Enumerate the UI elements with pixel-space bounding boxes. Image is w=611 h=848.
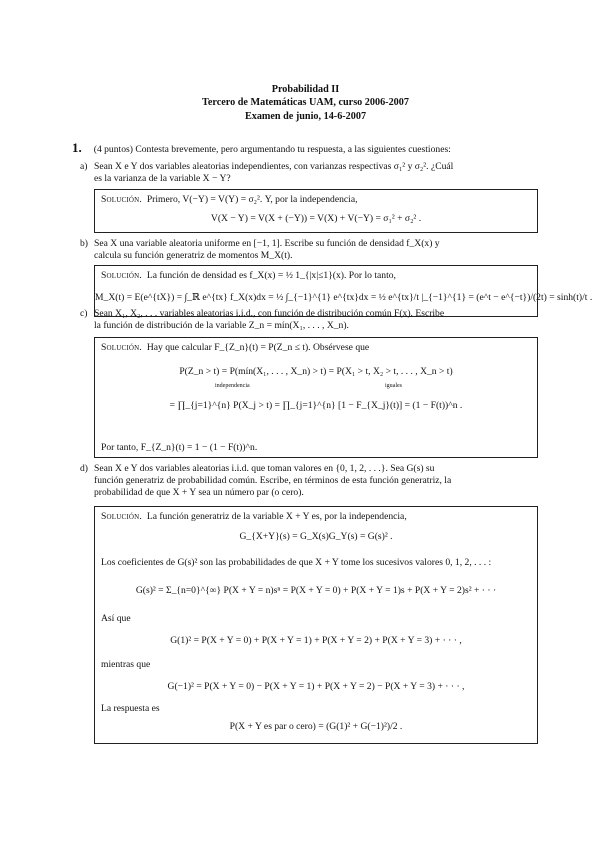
- solution-d-respuesta: La respuesta es: [101, 703, 160, 714]
- part-b: [80, 238, 540, 262]
- solution-d-equation-2: G(s)² = Σ_{n=0}^{∞} P(X + Y = n)sⁿ = P(X + Y = 0) + P(X + Y = 1)s + P(X + Y = 2)s² + · · ·: [135, 585, 497, 596]
- solution-d-equation-5: P(X + Y es par o cero) = (G(1)² + G(−1)²)/2 .: [229, 721, 403, 732]
- part-d: [80, 463, 540, 499]
- exam-course: Tercero de Matemáticas UAM, curso 2006-2007: [202, 97, 409, 109]
- note-iguales: iguales: [385, 383, 402, 389]
- solution-d-label: Solución.: [101, 511, 143, 522]
- solution-c-equation-2: = ∏_{j=1}^{n} P(X_j > t) = ∏_{j=1}^{n} [1 − F_{X_j}(t)] = (1 − F(t))^n .: [169, 400, 463, 411]
- solution-d-equation-3: G(1)² = P(X + Y = 0) + P(X + Y = 1) + P(X + Y = 2) + P(X + Y = 3) + · · · ,: [170, 635, 462, 646]
- solution-d-equation-1: G_{X+Y}(s) = G_X(s)G_Y(s) = G(s)² .: [239, 531, 393, 542]
- part-b-line2: calcula su función generatriz de momentos M_X(t).: [94, 249, 293, 261]
- part-d-line2: función generatriz de probabilidad común. Escribe, en términos de esta función generatriz, la: [94, 474, 452, 486]
- question-number: 1.: [72, 140, 82, 155]
- part-b-line1: Sea X una variable aleatoria uniforme en [−1, 1]. Escribe su función de densidad f_X(x) y: [94, 238, 440, 249]
- solution-a-equation: V(X − Y) = V(X + (−Y)) = V(X) + V(−Y) = σ₁² + σ₂² .: [210, 213, 422, 224]
- solution-d-box: [94, 506, 538, 744]
- part-c-label: c): [80, 308, 88, 319]
- solution-c-line1: Hay que calcular F_{Z_n}(t) = P(Z_n ≤ t). Obsérvese que: [146, 342, 370, 353]
- solution-b-equation: M_X(t) = E(e^{tX}) = ∫_ℝ e^{tx} f_X(x)dx = ½ ∫_{−1}^{1} e^{tx}dx = ½ e^{tx}/t |_{−1}^{1} = (e^t − e^{−t})/(2t) = sinh(t)/t .: [95, 292, 593, 303]
- part-d-label: d): [80, 463, 88, 474]
- part-c-line1: Sean X₁, X₂, . . . variables aleatorias i.i.d., con función de distribución común F(x). Escribe: [94, 308, 445, 319]
- solution-a-label: Solución.: [101, 194, 143, 205]
- note-independencia: independencia: [215, 383, 250, 389]
- solution-c-label: Solución.: [101, 342, 143, 353]
- part-c-line2: la función de distribución de la variable Z_n = mín(X₁, . . . , X_n).: [94, 319, 349, 331]
- solution-b-line1: La función de densidad es f_X(x) = ½ 1_{|x|≤1}(x). Por lo tanto,: [146, 270, 396, 281]
- part-a: [80, 161, 540, 185]
- solution-b-label: Solución.: [101, 270, 143, 281]
- question-text: (4 puntos) Contesta brevemente, pero argumentando tu respuesta, a las siguientes cuestiones:: [93, 144, 451, 155]
- solution-a-line1: Primero, V(−Y) = V(Y) = σ₂². Y, por la independencia,: [146, 194, 358, 205]
- part-a-label: a): [80, 161, 88, 172]
- solution-d-line1: La función generatriz de la variable X + Y es, por la independencia,: [146, 511, 407, 522]
- solution-c-equation-1: P(Z_n > t) = P(mín(X₁, . . . , X_n) > t) = P(X₁ > t, X₂ > t, . . . , X_n > t): [179, 366, 453, 377]
- question-1: [72, 140, 542, 156]
- part-a-line2: es la varianza de la variable X − Y?: [94, 172, 231, 184]
- solution-d-mientras: mientras que: [101, 659, 151, 670]
- part-c: [80, 308, 540, 332]
- part-a-line1: Sean X e Y dos variables aleatorias independientes, con varianzas respectivas σ₁² y σ₂². ¿Cuál: [94, 161, 454, 172]
- exam-title: Probabilidad II: [271, 84, 340, 95]
- solution-d-equation-4: G(−1)² = P(X + Y = 0) − P(X + Y = 1) + P(X + Y = 2) − P(X + Y = 3) + · · · ,: [167, 681, 465, 692]
- solution-c-box: [94, 337, 538, 458]
- solution-c-conclusion: Por tanto, F_{Z_n}(t) = 1 − (1 − F(t))^n.: [101, 442, 258, 453]
- part-d-line3: probabilidad de que X + Y sea un número par (o cero).: [94, 486, 304, 498]
- solution-d-asi: Así que: [101, 613, 131, 624]
- solution-d-line2: Los coeficientes de G(s)² son las probabilidades de que X + Y tome los sucesivos valores 0, 1, 2, . . . :: [101, 557, 492, 568]
- exam-header: [0, 83, 611, 123]
- exam-date: Examen de junio, 14-6-2007: [244, 110, 367, 122]
- part-d-line1: Sean X e Y dos variables aleatorias i.i.d. que toman valores en {0, 1, 2, . . .}. Sea G(s) su: [94, 463, 435, 474]
- part-b-label: b): [80, 238, 88, 249]
- solution-a-box: [94, 189, 538, 233]
